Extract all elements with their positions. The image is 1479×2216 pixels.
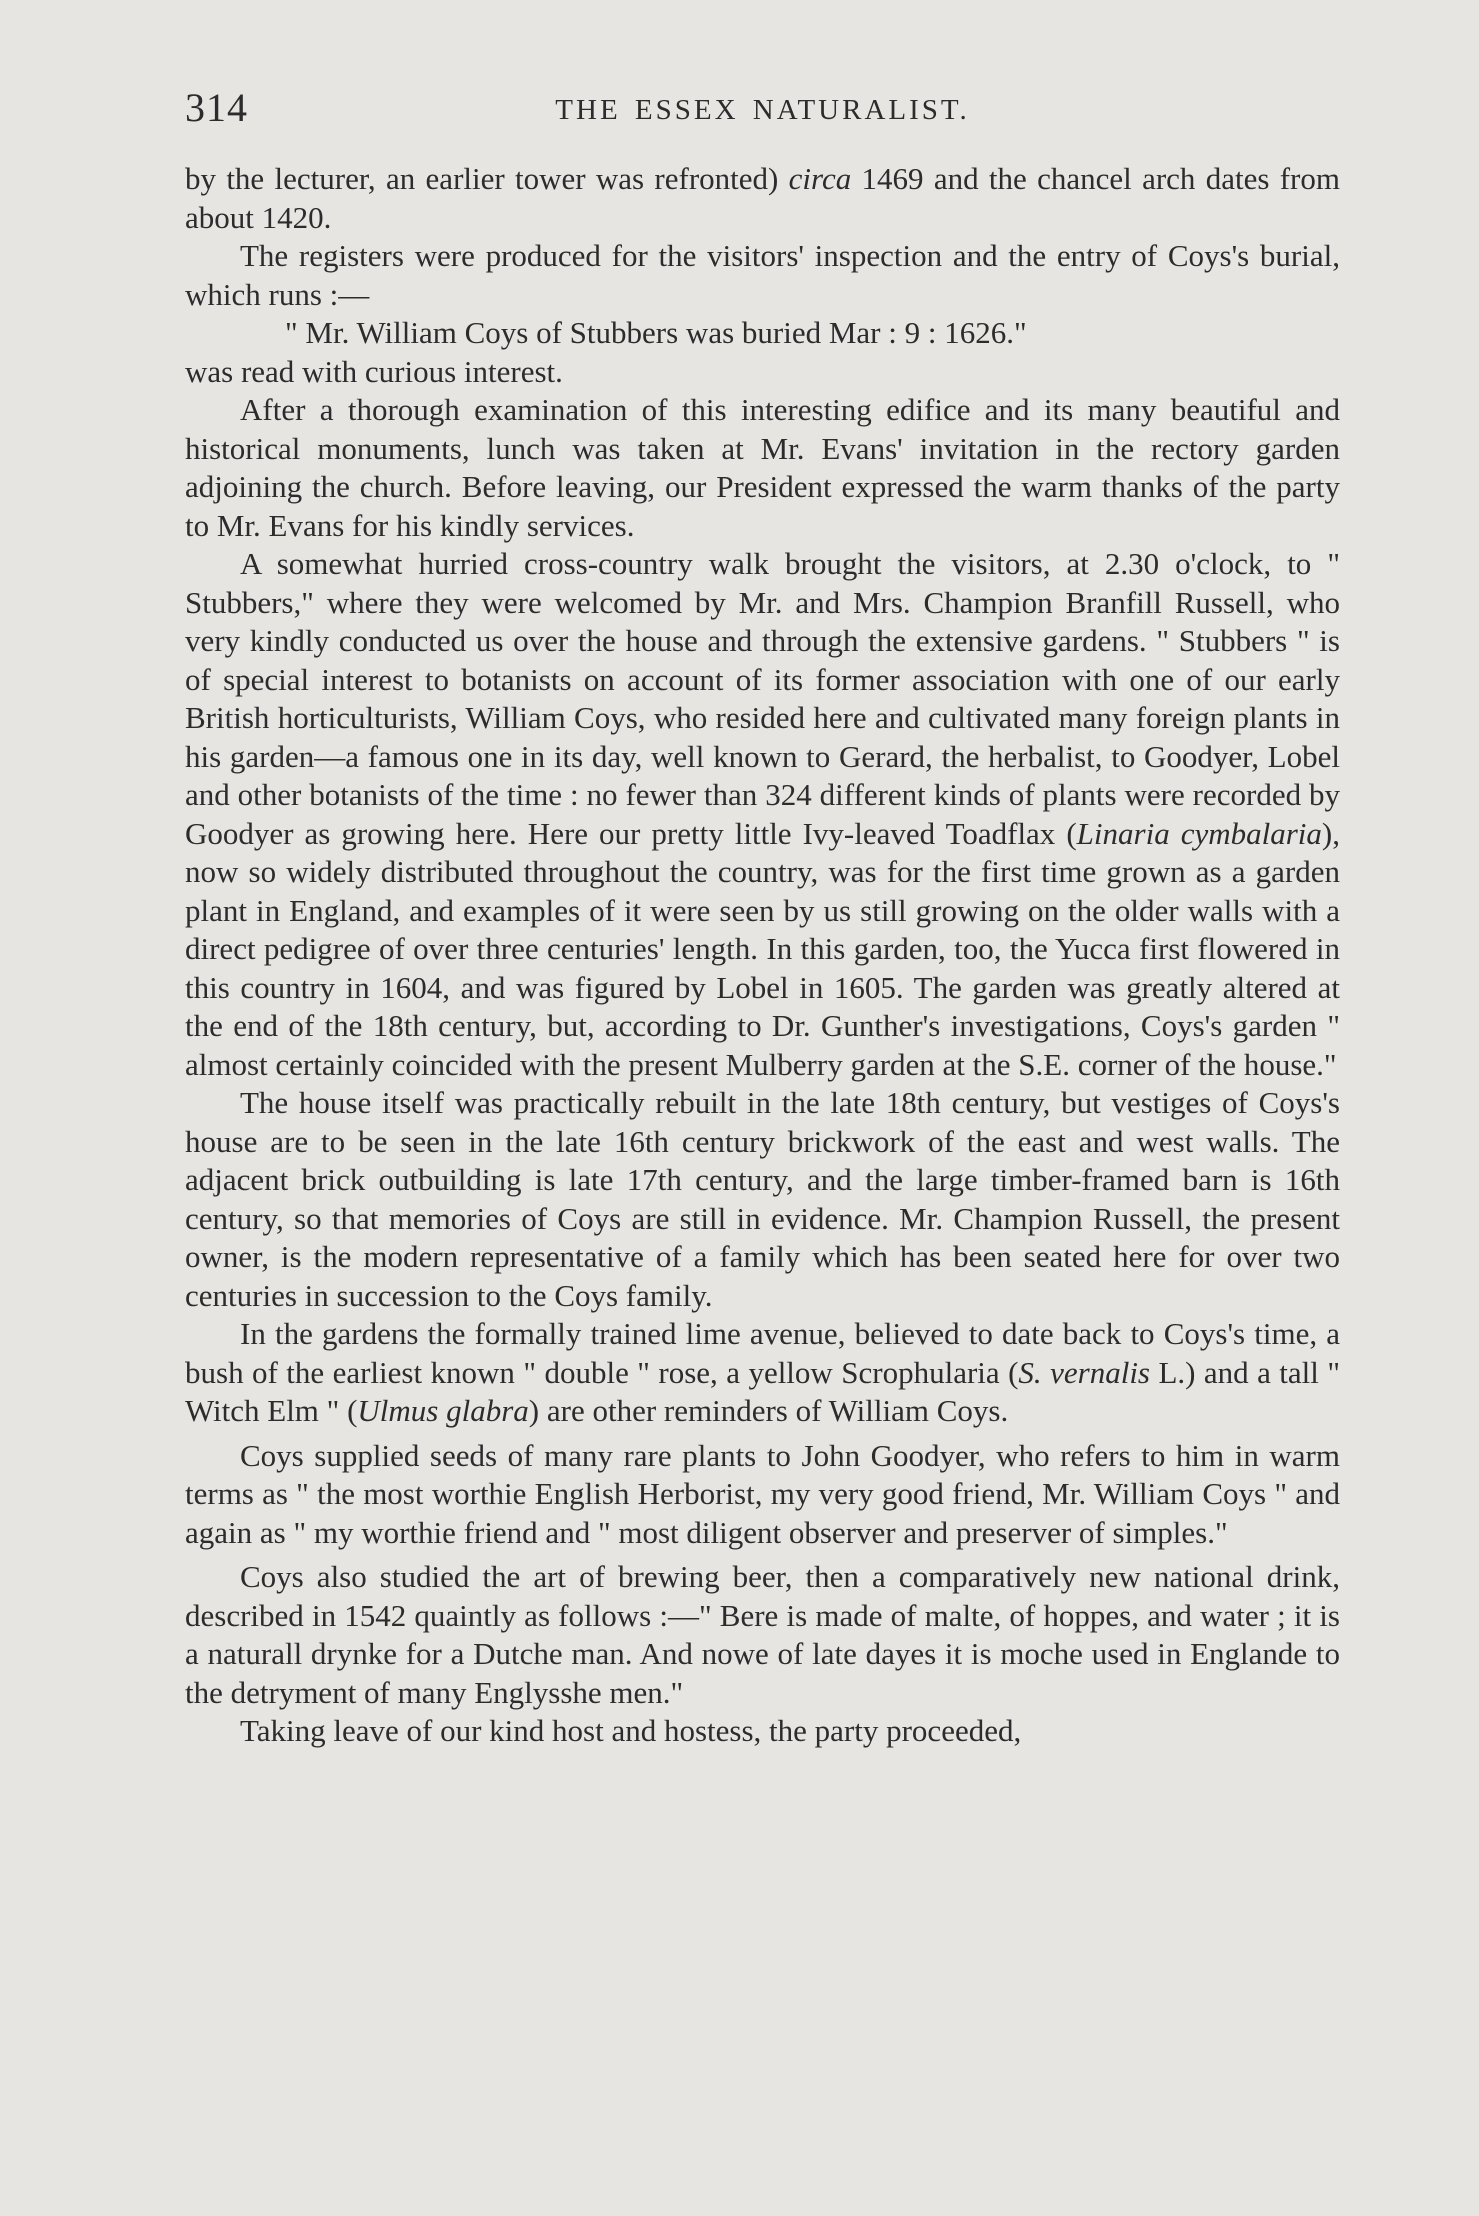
- text-run: In the gardens the formally trained lime avenue, believed to date back to Coys's time, a bush of the earliest known " double " rose, a yellow Scrophularia (: [185, 1316, 1340, 1390]
- paragraph-tower-dates: [185, 160, 1340, 237]
- text-run: Coys also studied the art of brewing beer, then a comparatively new national drink, described in 1542 quaintly as follows :—" Bere is made of malte, of hoppes, and water ; it is a naturall drynke for a Dutche man. And nowe of late dayes it is moche used in Englande to the detryment of many Englysshe men.": [185, 1559, 1340, 1710]
- text-run: The house itself was practically rebuilt in the late 18th century, but vestiges of Coys's house are to be seen in the late 16th century brickwork of the east and west walls. The adjacent brick outbuilding is late 17th century, and the large timber-framed barn is 16th century, so that memories of Coys are still in evidence. Mr. Champion Russell, the present owner, is the modern representative of a family which has been seated here for over two centuries in succession to the Coys family.: [185, 1085, 1340, 1313]
- text-run: The registers were produced for the visitors' inspection and the entry of Coys's burial, which runs :—: [185, 238, 1340, 312]
- text-run: by the lecturer, an earlier tower was refronted): [185, 161, 789, 196]
- paragraph-registers: [185, 237, 1340, 314]
- burial-entry-quote: [185, 314, 1340, 353]
- text-run: ) are other reminders of William Coys.: [528, 1393, 1009, 1428]
- text-run: Coys supplied seeds of many rare plants to John Goodyer, who refers to him in warm terms as " the most worthie English Herborist, my very good friend, Mr. William Coys " and again as " my worthie friend and " most diligent observer and preserver of simples.": [185, 1437, 1340, 1550]
- paragraph-read-with-interest: [185, 353, 1340, 392]
- text-run: " Mr. William Coys of Stubbers was buried Mar : 9 : 1626.": [285, 315, 1027, 350]
- text-run: 1469 and the chancel arch dates from about 1420.: [185, 161, 1340, 235]
- text-run: was read with curious interest.: [185, 353, 563, 389]
- text-run: L.) and a tall " Witch Elm " (: [185, 1354, 1341, 1428]
- paragraph-leave: [185, 1712, 1340, 1751]
- paragraph-goodyer: [185, 1437, 1340, 1553]
- text-run: ), now so widely distributed throughout the country, was for the first time grown as a garden plant in England, and examples of it were seen by us still growing on the older walls with a direct pedigree of over three centuries' length. In this garden, too, the Yucca first flowered in this country in 1604, and was figured by Lobel in 1605. The garden was greatly altered at the end of the 18th century, but, according to Dr. Gunther's investigations, Coys's garden " almost certainly coincided with the present Mulberry garden at the S.E. corner of the house.": [185, 815, 1340, 1082]
- italic-text: Ulmus glabra: [357, 1393, 529, 1428]
- text-run: After a thorough examination of this interesting edifice and its many beautiful and historical monuments, lunch was taken at Mr. Evans' invitation in the rectory garden adjoining the church. Before leaving, our President expressed the warm thanks of the party to Mr. Evans for his kindly services.: [185, 392, 1340, 543]
- page-header: [185, 85, 1340, 130]
- italic-text: S. vernalis: [1018, 1354, 1150, 1390]
- paragraph-house: [185, 1084, 1340, 1315]
- text-run: A somewhat hurried cross-country walk brought the visitors, at 2.30 o'clock, to " Stubbers," where they were welcomed by Mr. and Mrs. Champion Branfill Russell, who very kindly conducted us over the house and through the extensive gardens. " Stubbers " is of special interest to botanists on account of its former association with one of our early British horticulturists, William Coys, who resided here and cultivated many foreign plants in his garden—a famous one in its day, well known to Gerard, the herbalist, to Goodyer, Lobel and other botanists of the time : no fewer than 324 different kinds of plants were recorded by Goodyer as growing here. Here our pretty little Ivy-leaved Toadflax (: [185, 546, 1340, 851]
- paragraph-stubbers: [185, 545, 1340, 1084]
- italic-text: circa: [788, 161, 852, 196]
- text-run: Taking leave of our kind host and hostess, the party proceeded,: [240, 1713, 1022, 1748]
- running-title: THE ESSEX NATURALIST.: [555, 94, 970, 126]
- body-text: [185, 160, 1340, 1751]
- paragraph-brewing: [185, 1558, 1340, 1712]
- paragraph-gardens: [185, 1315, 1340, 1431]
- paragraph-lunch: [185, 391, 1340, 545]
- page-number: 314: [185, 85, 248, 130]
- italic-text: Linaria cymbalaria: [1076, 815, 1322, 851]
